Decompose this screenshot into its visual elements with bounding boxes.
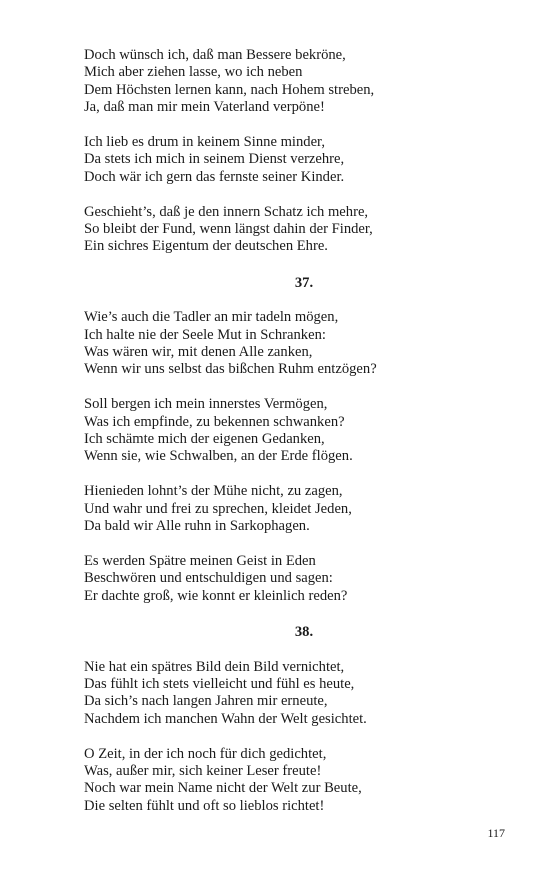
poem-number: 37. (294, 274, 314, 291)
verse-line: Was, außer mir, sich keiner Leser freute! (84, 762, 322, 779)
stanza (84, 134, 524, 186)
poem-number: 38. (294, 624, 314, 641)
verse-line: Nachdem ich manchen Wahn der Welt gesichtet. (84, 710, 367, 727)
verse-line: Soll bergen ich mein innerstes Vermögen, (84, 396, 328, 413)
stanza (84, 204, 524, 256)
verse-line: Doch wär ich gern das fernste seiner Kinder. (84, 168, 345, 185)
verse-line: Mich aber ziehen lasse, wo ich neben (84, 64, 303, 81)
verse-line: Geschieht’s, daß je den innern Schatz ich mehre, (84, 203, 369, 220)
stanza (84, 746, 524, 816)
verse-line: Dem Höchsten lernen kann, nach Hohem streben, (84, 81, 375, 98)
verse-line: Da sich’s nach langen Jahren mir erneute, (84, 693, 328, 710)
stanza (84, 396, 524, 466)
stanza (84, 553, 524, 605)
verse-line: Hienieden lohnt’s der Mühe nicht, zu zagen, (84, 483, 343, 500)
verse-line: Noch war mein Name nicht der Welt zur Beute, (84, 780, 362, 797)
verse-line: Wenn wir uns selbst das bißchen Ruhm entzögen? (84, 361, 377, 378)
verse-line: Was ich empfinde, zu bekennen schwanken? (84, 413, 345, 430)
verse-line: Was wären wir, mit denen Alle zanken, (84, 344, 313, 361)
verse-line: Ich lieb es drum in keinem Sinne minder, (84, 134, 325, 151)
verse-line: Die selten fühlt und oft so lieblos richtet! (84, 797, 325, 814)
verse-line: Nie hat ein spätres Bild dein Bild vernichtet, (84, 658, 345, 675)
verse-line: Ich schämte mich der eigenen Gedanken, (84, 431, 325, 448)
verse-line: Ja, daß man mir mein Vaterland verpöne! (84, 99, 325, 116)
verse-line: Er dachte groß, wie konnt er kleinlich reden? (84, 587, 348, 604)
stanza (84, 659, 524, 729)
verse-line: So bleibt der Fund, wenn längst dahin der Finder, (84, 221, 373, 238)
verse-line: Da bald wir Alle ruhn in Sarkophagen. (84, 518, 310, 535)
page-number: 117 (487, 826, 505, 840)
verse-line: Wie’s auch die Tadler an mir tadeln mögen, (84, 309, 339, 326)
verse-line: Es werden Spätre meinen Geist in Eden (84, 552, 316, 569)
poem-body (84, 47, 524, 833)
verse-line: Da stets ich mich in seinem Dienst verzehre, (84, 151, 345, 168)
stanza (84, 309, 524, 379)
verse-line: Und wahr und frei zu sprechen, kleidet Jeden, (84, 500, 352, 517)
verse-line: O Zeit, in der ich noch für dich gedichtet, (84, 745, 327, 762)
stanza (84, 47, 524, 117)
verse-line: Beschwören und entschuldigen und sagen: (84, 570, 333, 587)
verse-line: Wenn sie, wie Schwalben, an der Erde flögen. (84, 448, 353, 465)
verse-line: Das fühlt ich stets vielleicht und fühl es heute, (84, 675, 355, 692)
stanza (84, 483, 524, 535)
verse-line: Ein sichres Eigentum der deutschen Ehre. (84, 238, 328, 255)
verse-line: Ich halte nie der Seele Mut in Schranken: (84, 326, 326, 343)
verse-line: Doch wünsch ich, daß man Bessere bekröne, (84, 47, 346, 63)
